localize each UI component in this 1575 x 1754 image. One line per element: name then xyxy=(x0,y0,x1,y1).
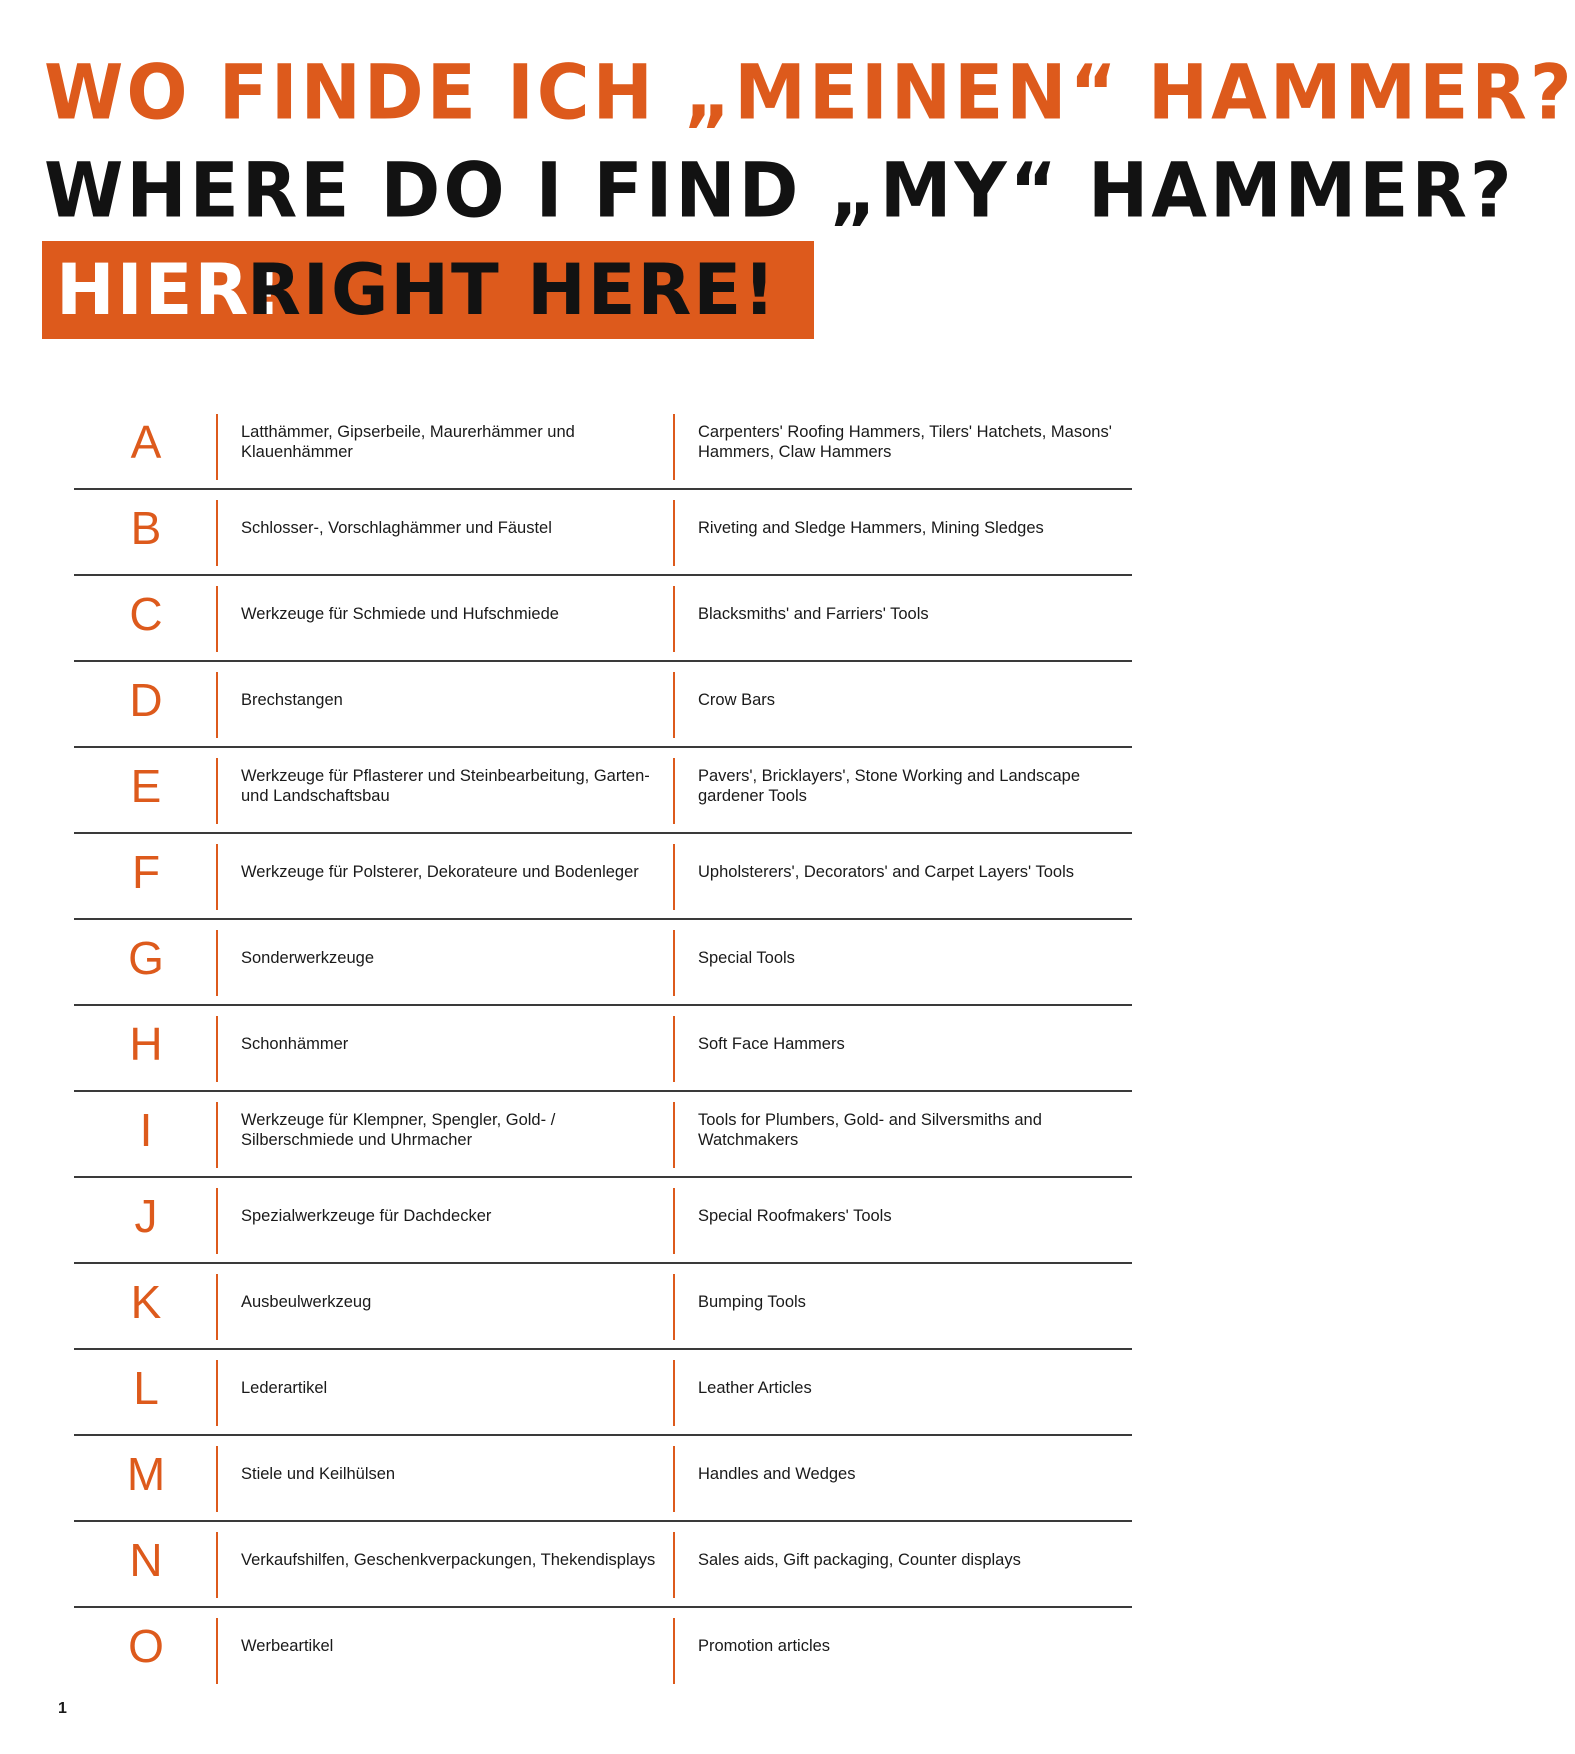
index-row-c[interactable] xyxy=(74,576,1132,662)
column-divider xyxy=(673,1618,675,1684)
column-divider xyxy=(216,1102,218,1168)
index-english-text: Promotion articles xyxy=(698,1637,831,1655)
index-letter: K xyxy=(130,1276,162,1328)
column-divider xyxy=(216,1360,218,1426)
index-german-text: Schonhämmer xyxy=(241,1035,349,1053)
column-divider xyxy=(673,500,675,566)
index-letter: D xyxy=(129,674,163,726)
column-divider xyxy=(216,1532,218,1598)
index-row-b[interactable] xyxy=(74,490,1132,576)
index-german-text: Brechstangen xyxy=(241,691,343,709)
index-english-text: Sales aids, Gift packaging, Counter displays xyxy=(698,1551,1021,1569)
index-row-i[interactable] xyxy=(74,1092,1132,1178)
column-divider xyxy=(216,586,218,652)
column-divider xyxy=(216,1188,218,1254)
index-letter: N xyxy=(129,1534,163,1586)
index-letter: A xyxy=(130,416,162,468)
index-letter: L xyxy=(133,1362,159,1414)
index-english-text: Riveting and Sledge Hammers, Mining Sledges xyxy=(698,519,1044,537)
index-german-text: Verkaufshilfen, Geschenkverpackungen, Thekendisplays xyxy=(241,1551,656,1569)
column-divider xyxy=(216,758,218,824)
column-divider xyxy=(673,1360,675,1426)
title-german: WO FINDE ICH „MEINEN“ HAMMER? xyxy=(44,47,1575,137)
column-divider xyxy=(216,500,218,566)
column-divider xyxy=(216,1274,218,1340)
index-english-text: Crow Bars xyxy=(698,691,776,709)
index-german-text: Spezialwerkzeuge für Dachdecker xyxy=(241,1207,492,1225)
index-german-text: Werkzeuge für Polsterer, Dekorateure und Bodenleger xyxy=(241,863,639,881)
index-letter: I xyxy=(139,1104,153,1156)
column-divider xyxy=(673,844,675,910)
index-english-text: Leather Articles xyxy=(698,1379,812,1397)
index-german-text: Ausbeulwerkzeug xyxy=(241,1293,372,1311)
column-divider xyxy=(673,1188,675,1254)
index-row-a[interactable] xyxy=(74,404,1132,490)
index-row-j[interactable] xyxy=(74,1178,1132,1264)
index-row-e[interactable] xyxy=(74,748,1132,834)
index-letter: F xyxy=(131,846,161,898)
column-divider xyxy=(673,1102,675,1168)
index-german-text: Schlosser-, Vorschlaghämmer und Fäustel xyxy=(241,519,552,537)
index-german-text: Werkzeuge für Schmiede und Hufschmiede xyxy=(241,605,559,623)
column-divider xyxy=(673,586,675,652)
index-row-n[interactable] xyxy=(74,1522,1132,1608)
index-english-text: Soft Face Hammers xyxy=(698,1035,845,1053)
index-german-text: Latthämmer, Gipserbeile, Maurerhämmer und Klauenhämmer xyxy=(241,423,575,461)
banner-text-german: HIER! xyxy=(56,249,285,331)
index-letter: E xyxy=(130,760,162,812)
index-english-text: Upholsterers', Decorators' and Carpet Layers' Tools xyxy=(698,863,1074,881)
column-divider xyxy=(673,1446,675,1512)
index-letter: C xyxy=(129,588,163,640)
index-letter: G xyxy=(128,932,164,984)
index-english-text: Bumping Tools xyxy=(698,1293,806,1311)
category-index-table xyxy=(74,404,1132,1694)
index-english-text: Special Tools xyxy=(698,949,795,967)
index-letter: M xyxy=(126,1448,166,1500)
index-row-f[interactable] xyxy=(74,834,1132,920)
index-german-text: Werkzeuge für Pflasterer und Steinbearbeitung, Garten- und Landschaftsbau xyxy=(241,767,650,805)
column-divider xyxy=(216,1446,218,1512)
index-english-text: Tools for Plumbers, Gold- and Silversmiths and Watchmakers xyxy=(698,1111,1042,1149)
column-divider xyxy=(673,1274,675,1340)
index-letter: H xyxy=(129,1018,163,1070)
index-english-text: Blacksmiths' and Farriers' Tools xyxy=(698,605,929,623)
column-divider xyxy=(216,930,218,996)
index-english-text: Carpenters' Roofing Hammers, Tilers' Hatchets, Masons' Hammers, Claw Hammers xyxy=(698,423,1112,461)
index-row-o[interactable] xyxy=(74,1608,1132,1694)
index-german-text: Werbeartikel xyxy=(241,1637,334,1655)
index-row-m[interactable] xyxy=(74,1436,1132,1522)
column-divider xyxy=(673,758,675,824)
index-row-k[interactable] xyxy=(74,1264,1132,1350)
index-row-g[interactable] xyxy=(74,920,1132,1006)
index-letter: J xyxy=(134,1190,158,1242)
column-divider xyxy=(216,1618,218,1684)
page-number: 1 xyxy=(58,1700,67,1717)
column-divider xyxy=(673,1532,675,1598)
index-english-text: Special Roofmakers' Tools xyxy=(698,1207,892,1225)
column-divider xyxy=(673,1016,675,1082)
banner-text-english: RIGHT HERE! xyxy=(247,249,778,331)
column-divider xyxy=(216,414,218,480)
title-english: WHERE DO I FIND „MY“ HAMMER? xyxy=(44,145,1515,235)
index-row-d[interactable] xyxy=(74,662,1132,748)
column-divider xyxy=(673,672,675,738)
index-row-h[interactable] xyxy=(74,1006,1132,1092)
index-german-text: Lederartikel xyxy=(241,1379,328,1397)
index-letter: O xyxy=(128,1620,164,1672)
index-german-text: Sonderwerkzeuge xyxy=(241,949,374,967)
column-divider xyxy=(216,844,218,910)
column-divider xyxy=(216,1016,218,1082)
index-letter: B xyxy=(130,502,162,554)
index-english-text: Pavers', Bricklayers', Stone Working and Landscape gardener Tools xyxy=(698,767,1081,805)
index-row-l[interactable] xyxy=(74,1350,1132,1436)
index-german-text: Werkzeuge für Klempner, Spengler, Gold- / Silberschmiede und Uhrmacher xyxy=(241,1111,556,1149)
index-german-text: Stiele und Keilhülsen xyxy=(241,1465,396,1483)
column-divider xyxy=(216,672,218,738)
column-divider xyxy=(673,930,675,996)
answer-banner xyxy=(42,241,814,339)
index-english-text: Handles and Wedges xyxy=(698,1465,856,1483)
column-divider xyxy=(673,414,675,480)
